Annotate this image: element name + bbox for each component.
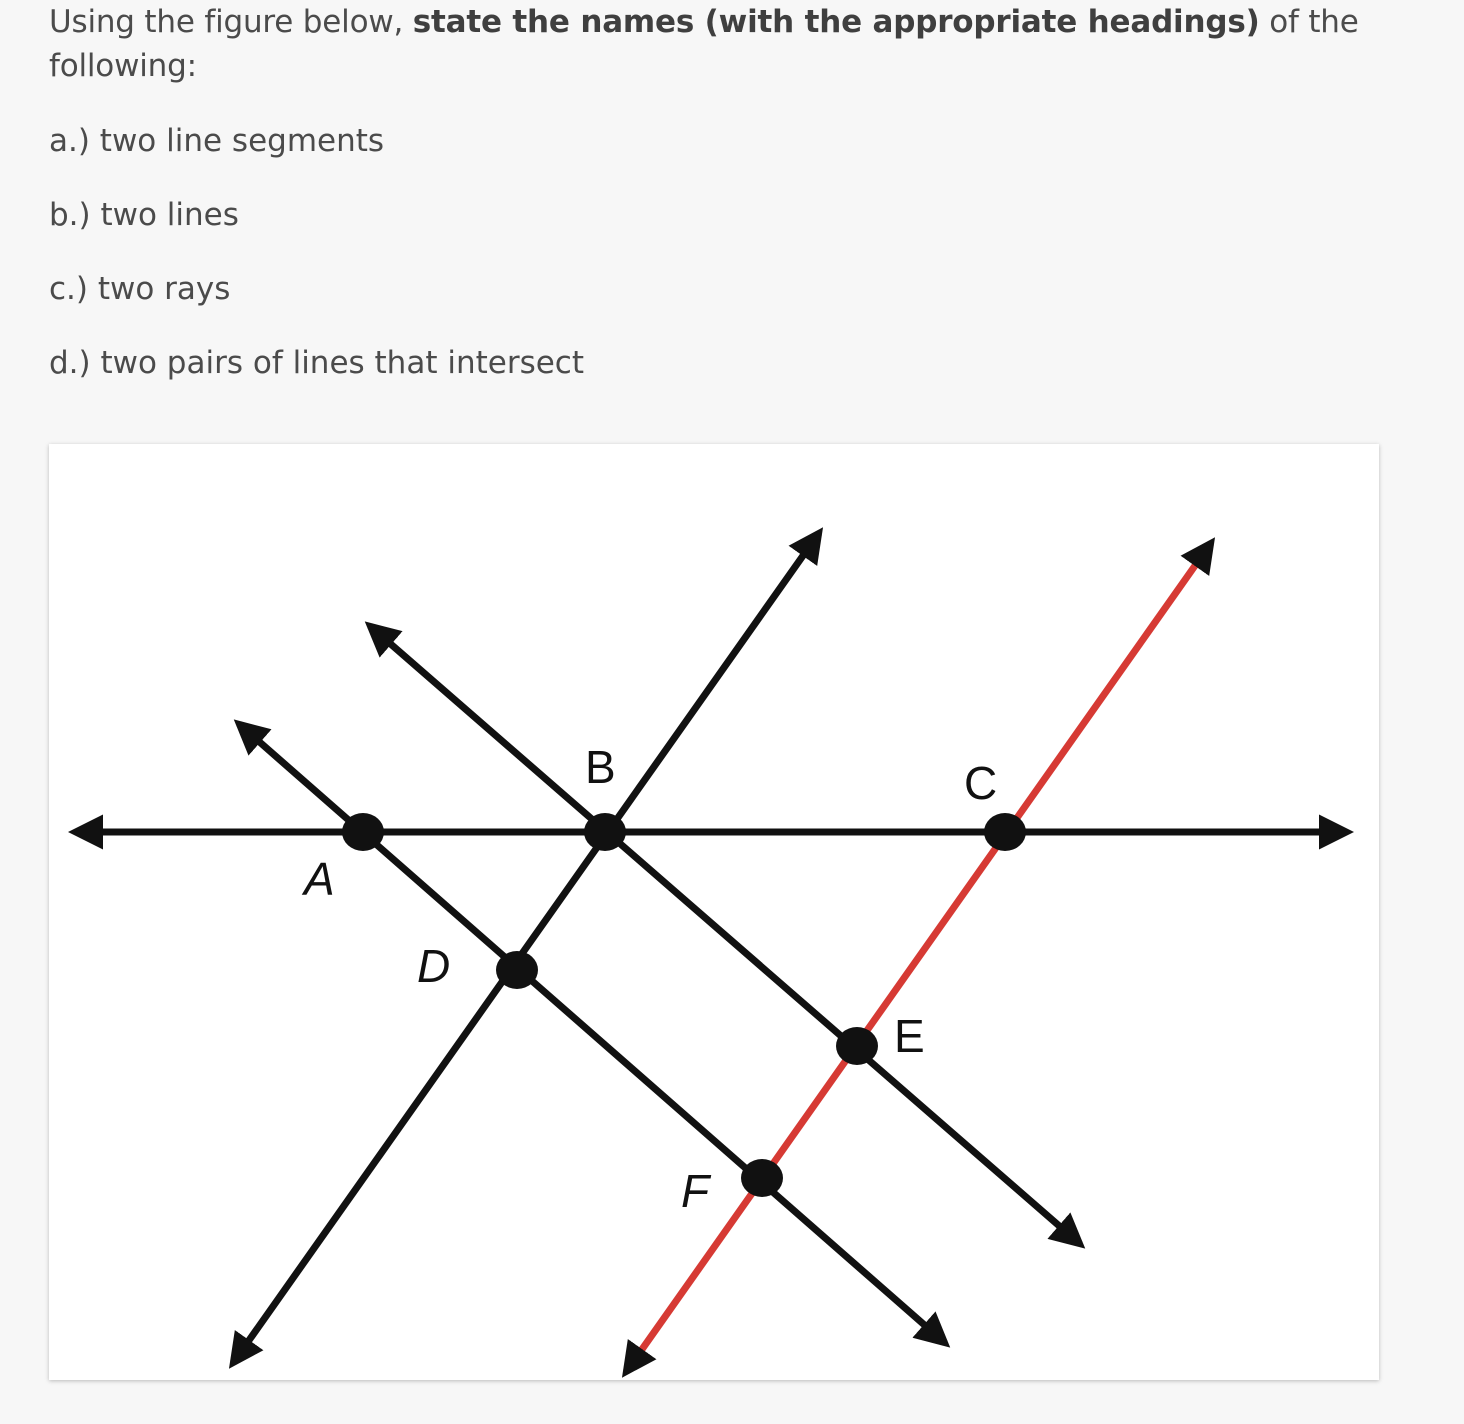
prompt-bold: state the names (with the appropriate headings): [412, 4, 1260, 40]
line-bd: [233, 533, 819, 1363]
point-e-label: E: [894, 1010, 925, 1062]
figure-svg: [49, 444, 1379, 1380]
question-text: [49, 0, 1379, 381]
point-f-label: F: [681, 1165, 710, 1217]
point-a-dot: [342, 813, 384, 851]
part-b: b.) two lines: [49, 197, 239, 233]
point-e-dot: [836, 1027, 878, 1065]
point-b-dot: [584, 813, 626, 851]
point-c-label: C: [964, 757, 998, 809]
part-c: c.) two rays: [49, 271, 231, 307]
part-a: a.) two line segments: [49, 123, 385, 159]
point-c-dot: [984, 813, 1026, 851]
point-d-label: D: [417, 940, 451, 992]
prompt-end: of the following:: [49, 4, 1359, 84]
line-cef: [626, 543, 1211, 1372]
point-a-label: A: [304, 853, 335, 905]
geometry-figure: [49, 444, 1379, 1380]
point-b-label: B: [585, 741, 616, 793]
point-d-dot: [496, 951, 538, 989]
part-d: d.) two pairs of lines that intersect: [49, 345, 584, 381]
point-f-dot: [741, 1159, 783, 1197]
prompt-start: Using the figure below,: [49, 4, 413, 40]
question-prompt: [49, 0, 1379, 88]
